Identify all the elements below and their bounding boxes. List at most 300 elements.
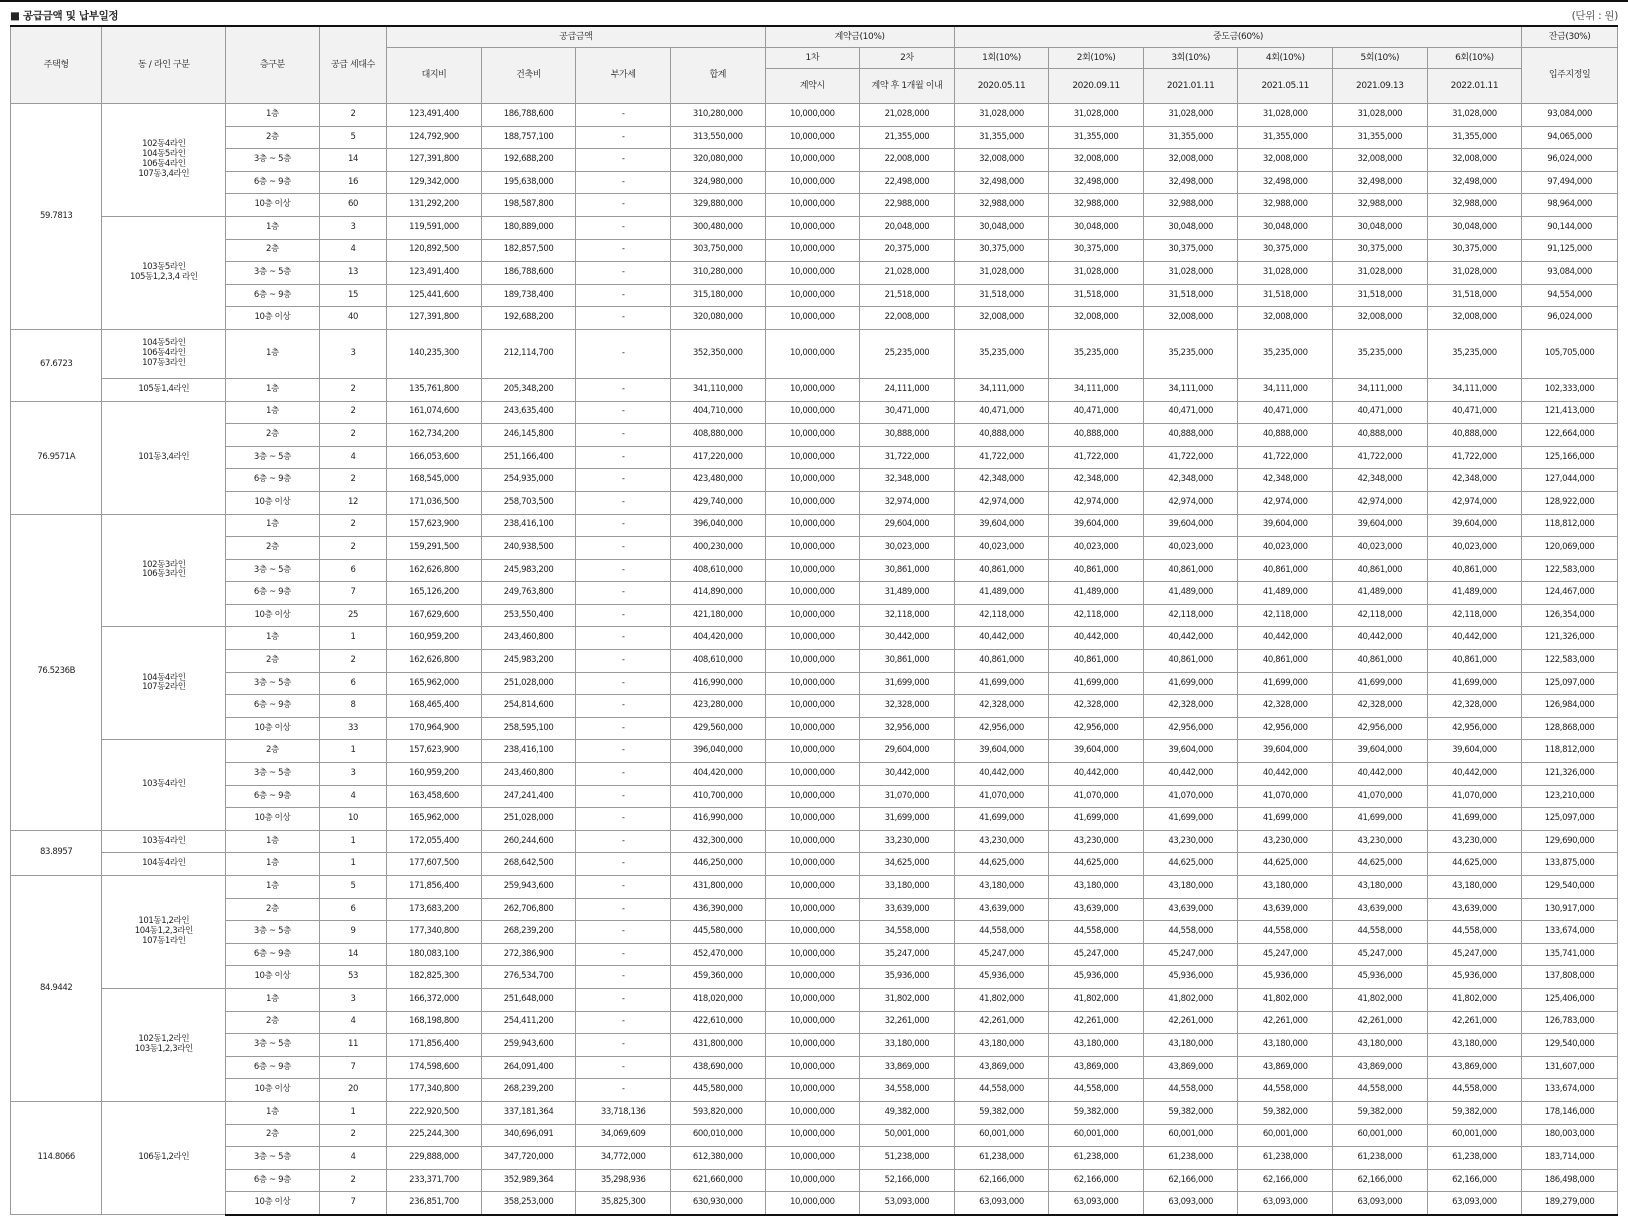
cell-households: 3 (319, 216, 387, 239)
cell-vat: - (576, 672, 671, 695)
cell-building: 186,788,600 (481, 262, 576, 285)
cell-interim-4: 31,028,000 (1238, 104, 1333, 127)
cell-total: 310,280,000 (670, 262, 765, 285)
header-interim-4: 4회(10%) (1238, 48, 1333, 69)
cell-land: 127,391,800 (387, 149, 482, 172)
header-contract1-when: 계약시 (765, 69, 860, 104)
header-type: 주택형 (11, 26, 102, 104)
cell-interim-1: 42,261,000 (954, 1011, 1049, 1034)
cell-interim-2: 41,070,000 (1049, 785, 1144, 808)
cell-interim-2: 63,093,000 (1049, 1192, 1144, 1215)
cell-contract2: 25,235,000 (860, 329, 955, 378)
cell-interim-2: 44,558,000 (1049, 1079, 1144, 1102)
cell-interim-4: 44,558,000 (1238, 1079, 1333, 1102)
cell-floor: 3층 ~ 5층 (226, 921, 320, 944)
dong-line-entry: 104동5라인 (142, 149, 186, 160)
header-interim-date-1: 2020.05.11 (954, 69, 1049, 104)
cell-floor: 2층 (226, 650, 320, 673)
cell-interim-6: 43,180,000 (1427, 1034, 1522, 1057)
cell-contract1: 10,000,000 (765, 785, 860, 808)
cell-interim-6: 34,111,000 (1427, 378, 1522, 401)
cell-land: 167,629,600 (387, 604, 482, 627)
cell-households: 7 (319, 1192, 387, 1215)
cell-land: 236,851,700 (387, 1192, 482, 1215)
cell-total: 446,250,000 (670, 853, 765, 876)
header-contract2-when: 계약 후 1개월 이내 (860, 69, 955, 104)
cell-contract2: 30,861,000 (860, 559, 955, 582)
table-row (11, 262, 1618, 285)
cell-floor: 2층 (226, 740, 320, 763)
header-interim-date-3: 2021.01.11 (1143, 69, 1238, 104)
cell-interim-6: 61,238,000 (1427, 1147, 1522, 1170)
cell-building: 276,534,700 (481, 966, 576, 989)
table-row (11, 672, 1618, 695)
cell-building: 260,244,600 (481, 830, 576, 853)
cell-contract2: 31,489,000 (860, 582, 955, 605)
cell-contract1: 10,000,000 (765, 262, 860, 285)
dong-line-entry: 106동1,2라인 (138, 1152, 190, 1163)
cell-interim-6: 41,070,000 (1427, 785, 1522, 808)
table-row (11, 537, 1618, 560)
table-row (11, 149, 1618, 172)
cell-vat: - (576, 284, 671, 307)
cell-interim-4: 30,375,000 (1238, 239, 1333, 262)
cell-contract1: 10,000,000 (765, 582, 860, 605)
cell-total: 400,230,000 (670, 537, 765, 560)
cell-balance: 189,279,000 (1522, 1192, 1618, 1215)
cell-interim-5: 30,375,000 (1333, 239, 1428, 262)
cell-building: 198,587,800 (481, 194, 576, 217)
cell-contract2: 35,936,000 (860, 966, 955, 989)
cell-land: 125,441,600 (387, 284, 482, 307)
cell-land: 171,036,500 (387, 491, 482, 514)
cell-interim-1: 44,558,000 (954, 921, 1049, 944)
cell-vat: - (576, 171, 671, 194)
cell-contract2: 53,093,000 (860, 1192, 955, 1215)
cell-households: 2 (319, 378, 387, 401)
cell-interim-1: 35,235,000 (954, 329, 1049, 378)
cell-interim-1: 41,699,000 (954, 808, 1049, 831)
cell-interim-3: 44,558,000 (1143, 921, 1238, 944)
cell-interim-3: 45,247,000 (1143, 943, 1238, 966)
cell-contract1: 10,000,000 (765, 1056, 860, 1079)
cell-households: 6 (319, 559, 387, 582)
cell-interim-2: 41,699,000 (1049, 808, 1144, 831)
cell-contract2: 21,518,000 (860, 284, 955, 307)
cell-balance: 129,540,000 (1522, 876, 1618, 899)
cell-interim-5: 41,699,000 (1333, 808, 1428, 831)
cell-interim-2: 44,625,000 (1049, 853, 1144, 876)
cell-contract2: 32,348,000 (860, 469, 955, 492)
cell-households: 2 (319, 537, 387, 560)
cell-interim-6: 45,936,000 (1427, 966, 1522, 989)
cell-interim-6: 43,869,000 (1427, 1056, 1522, 1079)
cell-contract2: 24,111,000 (860, 378, 955, 401)
cell-floor: 10층 이상 (226, 491, 320, 514)
cell-contract2: 33,180,000 (860, 876, 955, 899)
cell-interim-1: 63,093,000 (954, 1192, 1049, 1215)
cell-households: 1 (319, 740, 387, 763)
cell-interim-6: 42,974,000 (1427, 491, 1522, 514)
table-row (11, 785, 1618, 808)
cell-interim-6: 41,802,000 (1427, 988, 1522, 1011)
cell-interim-2: 61,238,000 (1049, 1147, 1144, 1170)
cell-households: 15 (319, 284, 387, 307)
cell-interim-5: 61,238,000 (1333, 1147, 1428, 1170)
dong-line-entry: 107동3라인 (142, 357, 186, 368)
cell-interim-1: 41,489,000 (954, 582, 1049, 605)
cell-total: 352,350,000 (670, 329, 765, 378)
cell-total: 612,380,000 (670, 1147, 765, 1170)
cell-total: 324,980,000 (670, 171, 765, 194)
cell-total: 422,610,000 (670, 1011, 765, 1034)
cell-interim-2: 43,230,000 (1049, 830, 1144, 853)
cell-contract1: 10,000,000 (765, 401, 860, 424)
cell-interim-2: 40,471,000 (1049, 401, 1144, 424)
cell-interim-5: 32,498,000 (1333, 171, 1428, 194)
cell-balance: 118,812,000 (1522, 514, 1618, 537)
cell-interim-3: 31,355,000 (1143, 126, 1238, 149)
cell-vat: - (576, 491, 671, 514)
cell-vat: - (576, 604, 671, 627)
cell-interim-4: 59,382,000 (1238, 1101, 1333, 1124)
header-contract1: 1차 (765, 48, 860, 69)
dong-line-entry: 102동4라인 (142, 139, 186, 150)
cell-interim-1: 61,238,000 (954, 1147, 1049, 1170)
header-households: 공급 세대수 (319, 26, 387, 104)
cell-interim-5: 44,558,000 (1333, 921, 1428, 944)
cell-vat: - (576, 378, 671, 401)
cell-dong-line (102, 876, 226, 989)
cell-building: 243,460,800 (481, 627, 576, 650)
cell-interim-2: 32,988,000 (1049, 194, 1144, 217)
cell-interim-3: 41,489,000 (1143, 582, 1238, 605)
cell-contract1: 10,000,000 (765, 329, 860, 378)
cell-contract2: 49,382,000 (860, 1101, 955, 1124)
cell-households: 11 (319, 1034, 387, 1057)
cell-interim-6: 39,604,000 (1427, 514, 1522, 537)
cell-floor: 10층 이상 (226, 307, 320, 330)
cell-interim-2: 31,028,000 (1049, 262, 1144, 285)
cell-vat: 35,825,300 (576, 1192, 671, 1215)
cell-interim-2: 35,235,000 (1049, 329, 1144, 378)
cell-contract2: 32,956,000 (860, 717, 955, 740)
cell-balance: 94,065,000 (1522, 126, 1618, 149)
cell-floor: 1층 (226, 104, 320, 127)
cell-vat: - (576, 126, 671, 149)
header-total: 합계 (670, 48, 765, 104)
cell-contract1: 10,000,000 (765, 943, 860, 966)
cell-interim-5: 41,489,000 (1333, 582, 1428, 605)
cell-interim-4: 40,888,000 (1238, 424, 1333, 447)
cell-balance: 105,705,000 (1522, 329, 1618, 378)
cell-interim-3: 39,604,000 (1143, 740, 1238, 763)
cell-interim-1: 59,382,000 (954, 1101, 1049, 1124)
cell-interim-1: 40,442,000 (954, 627, 1049, 650)
cell-interim-6: 35,235,000 (1427, 329, 1522, 378)
cell-land: 229,888,000 (387, 1147, 482, 1170)
cell-interim-4: 41,802,000 (1238, 988, 1333, 1011)
cell-interim-2: 45,936,000 (1049, 966, 1144, 989)
cell-contract2: 33,180,000 (860, 1034, 955, 1057)
cell-interim-6: 41,489,000 (1427, 582, 1522, 605)
cell-interim-2: 59,382,000 (1049, 1101, 1144, 1124)
cell-total: 459,360,000 (670, 966, 765, 989)
cell-interim-2: 44,558,000 (1049, 921, 1144, 944)
table-row (11, 171, 1618, 194)
cell-interim-1: 40,861,000 (954, 559, 1049, 582)
table-row (11, 559, 1618, 582)
cell-interim-5: 43,180,000 (1333, 876, 1428, 899)
cell-interim-4: 40,861,000 (1238, 559, 1333, 582)
cell-interim-6: 40,861,000 (1427, 650, 1522, 673)
cell-building: 192,688,200 (481, 307, 576, 330)
cell-land: 157,623,900 (387, 740, 482, 763)
cell-contract1: 10,000,000 (765, 537, 860, 560)
table-row (11, 717, 1618, 740)
cell-total: 445,580,000 (670, 1079, 765, 1102)
cell-land: 157,623,900 (387, 514, 482, 537)
cell-building: 249,763,800 (481, 582, 576, 605)
cell-households: 1 (319, 1101, 387, 1124)
cell-interim-6: 30,048,000 (1427, 216, 1522, 239)
cell-interim-3: 42,261,000 (1143, 1011, 1238, 1034)
cell-land: 168,465,400 (387, 695, 482, 718)
cell-interim-3: 42,328,000 (1143, 695, 1238, 718)
cell-interim-5: 39,604,000 (1333, 514, 1428, 537)
header-dong-line: 동 / 라인 구분 (102, 26, 226, 104)
cell-land: 160,959,200 (387, 627, 482, 650)
cell-land: 165,962,000 (387, 808, 482, 831)
cell-interim-1: 40,888,000 (954, 424, 1049, 447)
cell-interim-3: 32,988,000 (1143, 194, 1238, 217)
cell-households: 2 (319, 469, 387, 492)
cell-total: 429,740,000 (670, 491, 765, 514)
cell-total: 404,420,000 (670, 627, 765, 650)
cell-vat: - (576, 808, 671, 831)
cell-households: 4 (319, 239, 387, 262)
cell-vat: - (576, 1079, 671, 1102)
cell-contract1: 10,000,000 (765, 216, 860, 239)
cell-floor: 1층 (226, 401, 320, 424)
cell-interim-1: 41,802,000 (954, 988, 1049, 1011)
cell-interim-3: 41,699,000 (1143, 672, 1238, 695)
cell-vat: - (576, 988, 671, 1011)
cell-households: 33 (319, 717, 387, 740)
cell-interim-4: 32,498,000 (1238, 171, 1333, 194)
cell-dong-line (102, 1101, 226, 1214)
table-row (11, 604, 1618, 627)
cell-vat: - (576, 537, 671, 560)
cell-floor: 2층 (226, 239, 320, 262)
cell-households: 14 (319, 149, 387, 172)
cell-floor: 6층 ~ 9층 (226, 582, 320, 605)
cell-floor: 2층 (226, 898, 320, 921)
cell-land: 165,126,200 (387, 582, 482, 605)
cell-interim-3: 30,375,000 (1143, 239, 1238, 262)
cell-interim-2: 62,166,000 (1049, 1169, 1144, 1192)
cell-interim-3: 43,180,000 (1143, 876, 1238, 899)
cell-interim-3: 31,028,000 (1143, 104, 1238, 127)
cell-households: 7 (319, 582, 387, 605)
cell-floor: 6층 ~ 9층 (226, 1056, 320, 1079)
cell-balance: 129,540,000 (1522, 1034, 1618, 1057)
cell-housing-type: 114.8066 (11, 1101, 102, 1214)
cell-interim-1: 45,936,000 (954, 966, 1049, 989)
cell-land: 123,491,400 (387, 104, 482, 127)
cell-interim-3: 43,230,000 (1143, 830, 1238, 853)
table-header (11, 26, 1618, 104)
cell-balance: 96,024,000 (1522, 149, 1618, 172)
cell-vat: 34,772,000 (576, 1147, 671, 1170)
cell-vat: - (576, 239, 671, 262)
cell-dong-line (102, 830, 226, 853)
cell-contract1: 10,000,000 (765, 239, 860, 262)
cell-contract1: 10,000,000 (765, 650, 860, 673)
cell-building: 245,983,200 (481, 650, 576, 673)
cell-interim-6: 40,471,000 (1427, 401, 1522, 424)
cell-vat: - (576, 149, 671, 172)
cell-building: 243,460,800 (481, 763, 576, 786)
cell-floor: 6층 ~ 9층 (226, 1169, 320, 1192)
cell-households: 2 (319, 1124, 387, 1147)
cell-building: 246,145,800 (481, 424, 576, 447)
cell-contract2: 21,028,000 (860, 104, 955, 127)
cell-interim-1: 30,375,000 (954, 239, 1049, 262)
cell-building: 352,989,364 (481, 1169, 576, 1192)
table-body (11, 104, 1618, 1215)
header-interim-6: 6회(10%) (1427, 48, 1522, 69)
cell-floor: 1층 (226, 627, 320, 650)
cell-interim-6: 31,355,000 (1427, 126, 1522, 149)
cell-building: 180,889,000 (481, 216, 576, 239)
cell-interim-2: 41,699,000 (1049, 672, 1144, 695)
cell-interim-3: 31,518,000 (1143, 284, 1238, 307)
cell-interim-4: 42,956,000 (1238, 717, 1333, 740)
cell-floor: 6층 ~ 9층 (226, 469, 320, 492)
table-row (11, 830, 1618, 853)
cell-floor: 3층 ~ 5층 (226, 559, 320, 582)
cell-balance: 118,812,000 (1522, 740, 1618, 763)
cell-land: 177,607,500 (387, 853, 482, 876)
cell-total: 396,040,000 (670, 740, 765, 763)
cell-contract1: 10,000,000 (765, 104, 860, 127)
cell-interim-3: 32,008,000 (1143, 307, 1238, 330)
cell-interim-3: 35,235,000 (1143, 329, 1238, 378)
cell-interim-5: 41,802,000 (1333, 988, 1428, 1011)
cell-interim-3: 63,093,000 (1143, 1192, 1238, 1215)
cell-interim-5: 60,001,000 (1333, 1124, 1428, 1147)
table-row (11, 401, 1618, 424)
dong-line-entry: 107동3,4라인 (138, 168, 190, 179)
cell-vat: - (576, 1034, 671, 1057)
cell-building: 238,416,100 (481, 514, 576, 537)
cell-floor: 1층 (226, 329, 320, 378)
cell-interim-5: 31,355,000 (1333, 126, 1428, 149)
cell-balance: 122,583,000 (1522, 650, 1618, 673)
cell-interim-2: 40,442,000 (1049, 763, 1144, 786)
cell-contract2: 30,471,000 (860, 401, 955, 424)
cell-total: 432,300,000 (670, 830, 765, 853)
cell-interim-2: 41,802,000 (1049, 988, 1144, 1011)
cell-interim-5: 35,235,000 (1333, 329, 1428, 378)
cell-total: 438,690,000 (670, 1056, 765, 1079)
cell-balance: 94,554,000 (1522, 284, 1618, 307)
cell-interim-5: 32,008,000 (1333, 307, 1428, 330)
cell-interim-2: 41,489,000 (1049, 582, 1144, 605)
cell-households: 10 (319, 808, 387, 831)
dong-line-entry: 107동1라인 (142, 935, 186, 946)
cell-households: 53 (319, 966, 387, 989)
cell-contract1: 10,000,000 (765, 695, 860, 718)
cell-interim-5: 42,348,000 (1333, 469, 1428, 492)
cell-total: 404,710,000 (670, 401, 765, 424)
cell-dong-line (102, 216, 226, 329)
cell-interim-2: 60,001,000 (1049, 1124, 1144, 1147)
cell-interim-5: 30,048,000 (1333, 216, 1428, 239)
cell-housing-type: 76.9571A (11, 401, 102, 514)
cell-interim-5: 44,558,000 (1333, 1079, 1428, 1102)
cell-interim-3: 42,348,000 (1143, 469, 1238, 492)
cell-interim-6: 32,498,000 (1427, 171, 1522, 194)
cell-balance: 133,674,000 (1522, 1079, 1618, 1102)
cell-interim-2: 39,604,000 (1049, 514, 1144, 537)
cell-total: 431,800,000 (670, 1034, 765, 1057)
cell-interim-5: 34,111,000 (1333, 378, 1428, 401)
cell-floor: 1층 (226, 876, 320, 899)
cell-contract2: 22,498,000 (860, 171, 955, 194)
cell-interim-1: 60,001,000 (954, 1124, 1049, 1147)
cell-balance: 121,326,000 (1522, 763, 1618, 786)
cell-interim-3: 41,722,000 (1143, 446, 1238, 469)
cell-balance: 128,868,000 (1522, 717, 1618, 740)
dong-line-entry: 104동5라인 (142, 338, 186, 349)
cell-balance: 126,783,000 (1522, 1011, 1618, 1034)
dong-line-entry: 106동4라인 (142, 348, 186, 359)
cell-interim-2: 34,111,000 (1049, 378, 1144, 401)
cell-households: 2 (319, 424, 387, 447)
cell-land: 124,792,900 (387, 126, 482, 149)
table-row (11, 514, 1618, 537)
cell-interim-4: 31,355,000 (1238, 126, 1333, 149)
cell-land: 173,683,200 (387, 898, 482, 921)
cell-interim-1: 31,355,000 (954, 126, 1049, 149)
cell-interim-2: 30,375,000 (1049, 239, 1144, 262)
unit-label: (단위 : 원) (1571, 10, 1618, 22)
cell-households: 2 (319, 104, 387, 127)
cell-interim-1: 31,028,000 (954, 262, 1049, 285)
cell-interim-5: 43,639,000 (1333, 898, 1428, 921)
cell-vat: - (576, 262, 671, 285)
dong-line-entry: 104동4라인 (142, 672, 186, 683)
cell-contract2: 33,639,000 (860, 898, 955, 921)
cell-balance: 91,125,000 (1522, 239, 1618, 262)
cell-contract2: 29,604,000 (860, 740, 955, 763)
cell-interim-6: 45,247,000 (1427, 943, 1522, 966)
cell-contract2: 20,375,000 (860, 239, 955, 262)
cell-interim-6: 31,028,000 (1427, 262, 1522, 285)
cell-contract2: 30,442,000 (860, 763, 955, 786)
cell-interim-4: 40,023,000 (1238, 537, 1333, 560)
cell-interim-2: 30,048,000 (1049, 216, 1144, 239)
table-row (11, 1147, 1618, 1170)
table-row (11, 194, 1618, 217)
cell-floor: 1층 (226, 988, 320, 1011)
cell-total: 310,280,000 (670, 104, 765, 127)
cell-balance: 126,984,000 (1522, 695, 1618, 718)
cell-interim-5: 59,382,000 (1333, 1101, 1428, 1124)
cell-building: 358,253,000 (481, 1192, 576, 1215)
